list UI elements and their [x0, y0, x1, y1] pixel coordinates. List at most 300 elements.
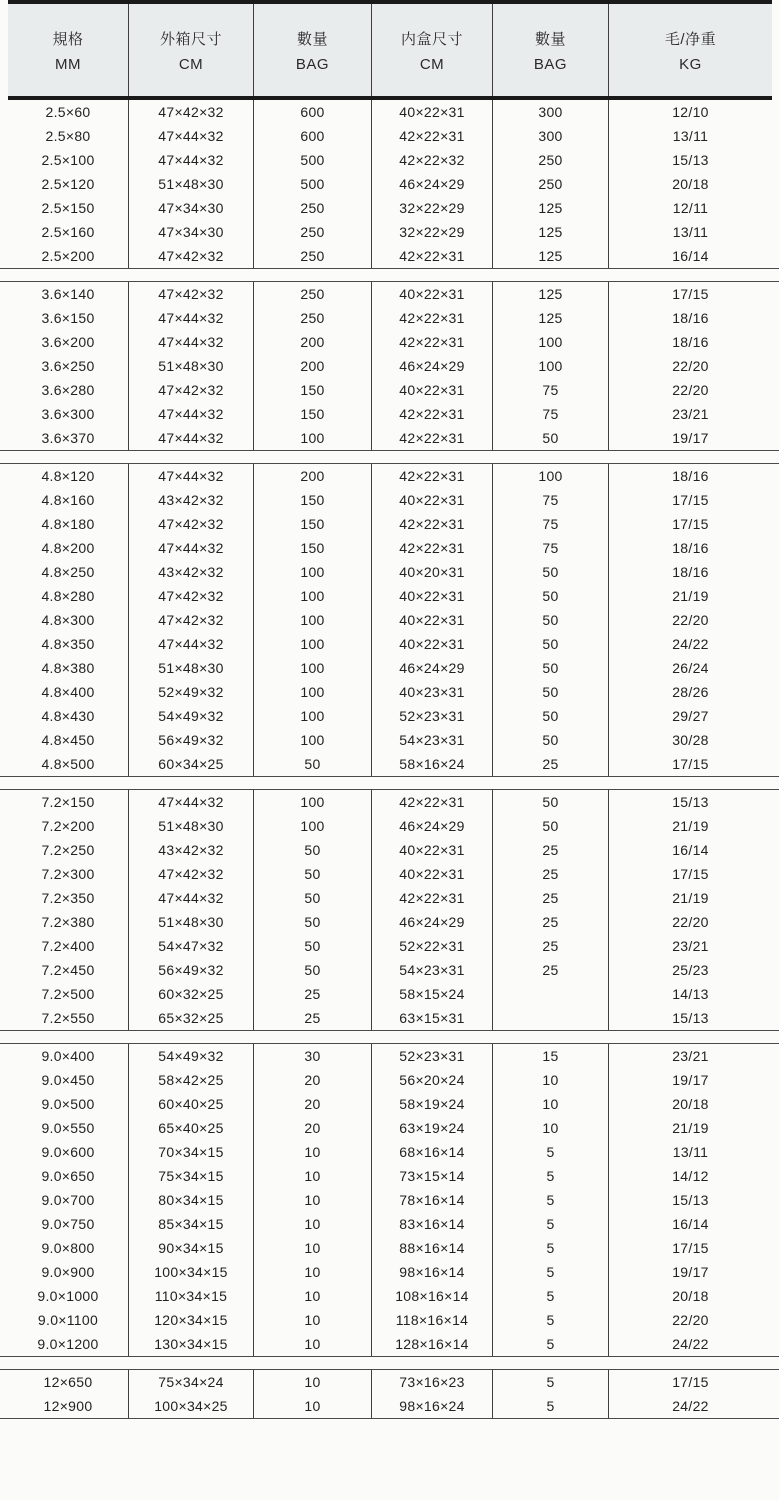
- inner-qty-cell: 125: [492, 306, 608, 330]
- inner-qty-cell: 5: [492, 1212, 608, 1236]
- weight-cell: 16/14: [608, 244, 772, 268]
- carton-qty-cell: 10: [253, 1164, 371, 1188]
- table-body: [0, 100, 779, 1419]
- carton-size-cell: 52×49×32: [128, 680, 253, 704]
- carton-size-cell: 43×42×32: [128, 560, 253, 584]
- inner-qty-cell: 5: [492, 1284, 608, 1308]
- spec-cell: 9.0×900: [41, 1264, 95, 1280]
- spec-cell: 7.2×380: [41, 914, 95, 930]
- spec-cell: 4.8×400: [41, 684, 95, 700]
- carton-qty-cell: 200: [253, 464, 371, 488]
- spec-cell: 4.8×430: [41, 708, 95, 724]
- table-row: [8, 282, 772, 306]
- spec-cell: 4.8×500: [41, 756, 95, 772]
- spec-cell: 4.8×300: [41, 612, 95, 628]
- spec-cell: 9.0×800: [41, 1240, 95, 1256]
- inner-box-size-cell: 42×22×31: [371, 426, 492, 450]
- weight-cell: 18/16: [608, 536, 772, 560]
- table-row: [8, 354, 772, 378]
- header-spec: [8, 4, 128, 96]
- table-section: [0, 281, 779, 451]
- spec-cell: 3.6×300: [41, 406, 95, 422]
- inner-qty-cell: 50: [492, 608, 608, 632]
- carton-size-cell: 58×42×25: [128, 1068, 253, 1092]
- table-row: [8, 958, 772, 982]
- carton-qty-cell: 200: [253, 330, 371, 354]
- table-row: [8, 728, 772, 752]
- carton-qty-cell: 100: [253, 728, 371, 752]
- table-row: [8, 910, 772, 934]
- inner-qty-cell: 10: [492, 1092, 608, 1116]
- spec-cell: 3.6×280: [41, 382, 95, 398]
- inner-box-size-cell: 98×16×24: [371, 1394, 492, 1418]
- carton-size-cell: 80×34×15: [128, 1188, 253, 1212]
- carton-qty-cell: 50: [253, 958, 371, 982]
- inner-box-size-cell: 98×16×14: [371, 1260, 492, 1284]
- inner-qty-cell: 5: [492, 1370, 608, 1394]
- spec-cell: 7.2×450: [41, 962, 95, 978]
- spec-cell: 2.5×80: [45, 128, 91, 144]
- carton-qty-cell: 10: [253, 1260, 371, 1284]
- carton-qty-cell: 50: [253, 886, 371, 910]
- table-row: [8, 330, 772, 354]
- table-row: [8, 632, 772, 656]
- carton-qty-cell: 25: [253, 1006, 371, 1030]
- weight-cell: 17/15: [608, 1236, 772, 1260]
- inner-qty-cell: 75: [492, 536, 608, 560]
- inner-qty-cell: 25: [492, 838, 608, 862]
- inner-qty-cell: [492, 1006, 608, 1030]
- table-section: [0, 100, 779, 269]
- inner-box-size-cell: 40×22×31: [371, 608, 492, 632]
- inner-box-size-cell: 83×16×14: [371, 1212, 492, 1236]
- inner-box-size-cell: 54×23×31: [371, 958, 492, 982]
- carton-qty-cell: 25: [253, 982, 371, 1006]
- table-row: [8, 124, 772, 148]
- table-row: [8, 1370, 772, 1394]
- table-row: [8, 1164, 772, 1188]
- carton-size-cell: 47×44×32: [128, 402, 253, 426]
- header-carton-qty: [253, 4, 371, 96]
- inner-box-size-cell: 58×16×24: [371, 752, 492, 776]
- header-gross-net-weight-label: 毛/净重: [664, 30, 717, 48]
- spec-cell: 3.6×370: [41, 430, 95, 446]
- carton-size-cell: 100×34×25: [128, 1394, 253, 1418]
- carton-size-cell: 75×34×15: [128, 1164, 253, 1188]
- carton-qty-cell: 100: [253, 584, 371, 608]
- carton-qty-cell: 250: [253, 196, 371, 220]
- carton-qty-cell: 10: [253, 1332, 371, 1356]
- spec-cell: 3.6×150: [41, 310, 95, 326]
- inner-qty-cell: 300: [492, 124, 608, 148]
- inner-qty-cell: 5: [492, 1260, 608, 1284]
- weight-cell: 26/24: [608, 656, 772, 680]
- carton-size-cell: 43×42×32: [128, 838, 253, 862]
- spec-cell: 4.8×160: [41, 492, 95, 508]
- weight-cell: 13/11: [608, 220, 772, 244]
- inner-qty-cell: 5: [492, 1236, 608, 1260]
- weight-cell: 17/15: [608, 1370, 772, 1394]
- table-row: [8, 886, 772, 910]
- carton-size-cell: 47×44×32: [128, 464, 253, 488]
- spec-cell: 9.0×400: [41, 1048, 95, 1064]
- inner-box-size-cell: 63×15×31: [371, 1006, 492, 1030]
- weight-cell: 18/16: [608, 560, 772, 584]
- inner-box-size-cell: 40×20×31: [371, 560, 492, 584]
- carton-qty-cell: 100: [253, 560, 371, 584]
- carton-qty-cell: 50: [253, 910, 371, 934]
- carton-size-cell: 110×34×15: [128, 1284, 253, 1308]
- weight-cell: 23/21: [608, 934, 772, 958]
- weight-cell: 22/20: [608, 354, 772, 378]
- spec-cell: 3.6×200: [41, 334, 95, 350]
- header-inner-box-size-unit: CM: [419, 55, 445, 73]
- weight-cell: 19/17: [608, 426, 772, 450]
- table-row: [8, 608, 772, 632]
- carton-size-cell: 47×42×32: [128, 862, 253, 886]
- weight-cell: 15/13: [608, 148, 772, 172]
- carton-size-cell: 51×48×30: [128, 354, 253, 378]
- header-spec-label: 規格: [52, 30, 84, 48]
- inner-qty-cell: 25: [492, 886, 608, 910]
- inner-box-size-cell: 40×22×31: [371, 632, 492, 656]
- inner-box-size-cell: 42×22×31: [371, 512, 492, 536]
- carton-qty-cell: 50: [253, 934, 371, 958]
- inner-qty-cell: 100: [492, 330, 608, 354]
- spec-cell: 7.2×350: [41, 890, 95, 906]
- inner-qty-cell: 250: [492, 148, 608, 172]
- weight-cell: 17/15: [608, 488, 772, 512]
- spec-cell: 9.0×500: [41, 1096, 95, 1112]
- inner-box-size-cell: 42×22×31: [371, 330, 492, 354]
- inner-box-size-cell: 128×16×14: [371, 1332, 492, 1356]
- table-header: [8, 0, 772, 100]
- table-row: [8, 1212, 772, 1236]
- carton-size-cell: 130×34×15: [128, 1332, 253, 1356]
- table-row: [8, 378, 772, 402]
- inner-box-size-cell: 42×22×31: [371, 536, 492, 560]
- carton-size-cell: 70×34×15: [128, 1140, 253, 1164]
- table-row: [8, 426, 772, 450]
- table-row: [8, 790, 772, 814]
- inner-box-size-cell: 52×23×31: [371, 704, 492, 728]
- table-row: [8, 1394, 772, 1418]
- carton-qty-cell: 100: [253, 704, 371, 728]
- carton-size-cell: 47×42×32: [128, 100, 253, 124]
- table-row: [8, 244, 772, 268]
- inner-qty-cell: 5: [492, 1308, 608, 1332]
- carton-qty-cell: 150: [253, 536, 371, 560]
- carton-size-cell: 47×42×32: [128, 512, 253, 536]
- inner-box-size-cell: 63×19×24: [371, 1116, 492, 1140]
- carton-size-cell: 47×42×32: [128, 608, 253, 632]
- carton-qty-cell: 200: [253, 354, 371, 378]
- carton-size-cell: 60×32×25: [128, 982, 253, 1006]
- carton-size-cell: 47×44×32: [128, 790, 253, 814]
- spec-cell: 9.0×600: [41, 1144, 95, 1160]
- inner-qty-cell: 25: [492, 752, 608, 776]
- carton-qty-cell: 50: [253, 862, 371, 886]
- inner-box-size-cell: 78×16×14: [371, 1188, 492, 1212]
- spec-cell: 7.2×550: [41, 1010, 95, 1026]
- inner-box-size-cell: 40×22×31: [371, 378, 492, 402]
- spec-cell: 12×650: [43, 1374, 93, 1390]
- weight-cell: 20/18: [608, 1284, 772, 1308]
- carton-qty-cell: 100: [253, 632, 371, 656]
- spec-cell: 7.2×300: [41, 866, 95, 882]
- carton-size-cell: 43×42×32: [128, 488, 253, 512]
- weight-cell: 17/15: [608, 282, 772, 306]
- carton-qty-cell: 20: [253, 1092, 371, 1116]
- table-row: [8, 1068, 772, 1092]
- spec-cell: 7.2×250: [41, 842, 95, 858]
- inner-qty-cell: 125: [492, 244, 608, 268]
- header-inner-qty-label: 數量: [534, 30, 566, 48]
- table-row: [8, 814, 772, 838]
- carton-qty-cell: 10: [253, 1284, 371, 1308]
- carton-qty-cell: 600: [253, 124, 371, 148]
- table-row: [8, 1188, 772, 1212]
- inner-qty-cell: 10: [492, 1116, 608, 1140]
- header-carton-size-unit: CM: [178, 55, 204, 73]
- table-row: [8, 560, 772, 584]
- carton-qty-cell: 150: [253, 402, 371, 426]
- spec-cell: 2.5×150: [41, 200, 95, 216]
- table-row: [8, 1284, 772, 1308]
- inner-box-size-cell: 73×16×23: [371, 1370, 492, 1394]
- carton-size-cell: 47×44×32: [128, 306, 253, 330]
- table-row: [8, 488, 772, 512]
- header-gross-net-weight: [608, 4, 772, 96]
- carton-size-cell: 60×34×25: [128, 752, 253, 776]
- carton-size-cell: 47×44×32: [128, 886, 253, 910]
- table-row: [8, 1116, 772, 1140]
- weight-cell: 19/17: [608, 1068, 772, 1092]
- inner-box-size-cell: 46×24×29: [371, 172, 492, 196]
- inner-qty-cell: 50: [492, 426, 608, 450]
- weight-cell: 28/26: [608, 680, 772, 704]
- carton-qty-cell: 600: [253, 100, 371, 124]
- table-section: [0, 1043, 779, 1357]
- inner-box-size-cell: 42×22×31: [371, 306, 492, 330]
- header-carton-size: [128, 4, 253, 96]
- carton-qty-cell: 100: [253, 426, 371, 450]
- carton-qty-cell: 100: [253, 680, 371, 704]
- inner-box-size-cell: 40×22×31: [371, 282, 492, 306]
- inner-box-size-cell: 46×24×29: [371, 814, 492, 838]
- carton-qty-cell: 20: [253, 1068, 371, 1092]
- inner-qty-cell: 125: [492, 220, 608, 244]
- weight-cell: 24/22: [608, 1394, 772, 1418]
- carton-qty-cell: 250: [253, 244, 371, 268]
- spec-cell: 7.2×200: [41, 818, 95, 834]
- table-row: [8, 306, 772, 330]
- spec-cell: 2.5×200: [41, 248, 95, 264]
- inner-qty-cell: 75: [492, 512, 608, 536]
- inner-qty-cell: 25: [492, 934, 608, 958]
- carton-qty-cell: 100: [253, 656, 371, 680]
- carton-qty-cell: 10: [253, 1308, 371, 1332]
- carton-size-cell: 120×34×15: [128, 1308, 253, 1332]
- table-row: [8, 1236, 772, 1260]
- inner-box-size-cell: 42×22×31: [371, 790, 492, 814]
- weight-cell: 14/13: [608, 982, 772, 1006]
- table-row: [8, 1308, 772, 1332]
- carton-size-cell: 47×42×32: [128, 584, 253, 608]
- carton-size-cell: 51×48×30: [128, 172, 253, 196]
- inner-qty-cell: 15: [492, 1044, 608, 1068]
- weight-cell: 20/18: [608, 172, 772, 196]
- carton-size-cell: 60×40×25: [128, 1092, 253, 1116]
- inner-qty-cell: 50: [492, 560, 608, 584]
- inner-qty-cell: 5: [492, 1188, 608, 1212]
- carton-size-cell: 51×48×30: [128, 656, 253, 680]
- header-inner-qty: [492, 4, 608, 96]
- spec-cell: 4.8×280: [41, 588, 95, 604]
- spec-cell: 9.0×1100: [37, 1312, 99, 1328]
- weight-cell: 18/16: [608, 330, 772, 354]
- inner-box-size-cell: 52×23×31: [371, 1044, 492, 1068]
- carton-qty-cell: 10: [253, 1370, 371, 1394]
- carton-size-cell: 47×42×32: [128, 378, 253, 402]
- inner-qty-cell: 50: [492, 790, 608, 814]
- inner-qty-cell: 50: [492, 814, 608, 838]
- inner-qty-cell: 5: [492, 1164, 608, 1188]
- inner-box-size-cell: 32×22×29: [371, 220, 492, 244]
- weight-cell: 21/19: [608, 584, 772, 608]
- inner-qty-cell: 50: [492, 704, 608, 728]
- carton-size-cell: 75×34×24: [128, 1370, 253, 1394]
- weight-cell: 23/21: [608, 402, 772, 426]
- weight-cell: 23/21: [608, 1044, 772, 1068]
- table-row: [8, 220, 772, 244]
- weight-cell: 22/20: [608, 378, 772, 402]
- inner-qty-cell: 5: [492, 1332, 608, 1356]
- carton-qty-cell: 250: [253, 282, 371, 306]
- carton-qty-cell: 500: [253, 172, 371, 196]
- table-row: [8, 656, 772, 680]
- table-row: [8, 752, 772, 776]
- weight-cell: 14/12: [608, 1164, 772, 1188]
- weight-cell: 18/16: [608, 306, 772, 330]
- inner-box-size-cell: 40×22×31: [371, 584, 492, 608]
- carton-qty-cell: 150: [253, 512, 371, 536]
- inner-qty-cell: 50: [492, 656, 608, 680]
- carton-qty-cell: 100: [253, 790, 371, 814]
- carton-qty-cell: 250: [253, 220, 371, 244]
- carton-size-cell: 47×34×30: [128, 196, 253, 220]
- inner-box-size-cell: 108×16×14: [371, 1284, 492, 1308]
- weight-cell: 29/27: [608, 704, 772, 728]
- weight-cell: 12/11: [608, 196, 772, 220]
- inner-box-size-cell: 58×19×24: [371, 1092, 492, 1116]
- carton-size-cell: 85×34×15: [128, 1212, 253, 1236]
- table-row: [8, 512, 772, 536]
- spec-cell: 9.0×700: [41, 1192, 95, 1208]
- header-carton-qty-unit: BAG: [295, 55, 330, 73]
- spec-cell: 9.0×450: [41, 1072, 95, 1088]
- weight-cell: 13/11: [608, 1140, 772, 1164]
- carton-size-cell: 47×44×32: [128, 536, 253, 560]
- spec-cell: 4.8×350: [41, 636, 95, 652]
- inner-qty-cell: 25: [492, 958, 608, 982]
- table-row: [8, 862, 772, 886]
- weight-cell: 21/19: [608, 1116, 772, 1140]
- carton-qty-cell: 20: [253, 1116, 371, 1140]
- table-row: [8, 196, 772, 220]
- table-row: [8, 1140, 772, 1164]
- carton-size-cell: 47×42×32: [128, 244, 253, 268]
- inner-box-size-cell: 40×22×31: [371, 488, 492, 512]
- spec-cell: 4.8×450: [41, 732, 95, 748]
- weight-cell: 22/20: [608, 1308, 772, 1332]
- inner-qty-cell: 75: [492, 488, 608, 512]
- carton-qty-cell: 150: [253, 378, 371, 402]
- inner-qty-cell: 25: [492, 862, 608, 886]
- carton-size-cell: 47×34×30: [128, 220, 253, 244]
- table-row: [8, 1260, 772, 1284]
- spec-cell: 2.5×160: [41, 224, 95, 240]
- table-row: [8, 148, 772, 172]
- inner-qty-cell: 5: [492, 1394, 608, 1418]
- header-inner-qty-unit: BAG: [533, 55, 568, 73]
- spec-cell: 2.5×60: [45, 104, 91, 120]
- inner-qty-cell: 125: [492, 196, 608, 220]
- header-gross-net-weight-unit: KG: [679, 55, 702, 73]
- header-carton-qty-label: 數量: [296, 30, 328, 48]
- spec-cell: 9.0×1000: [37, 1288, 99, 1304]
- inner-box-size-cell: 40×22×31: [371, 862, 492, 886]
- spec-cell: 12×900: [43, 1398, 93, 1414]
- table-section: [0, 1369, 779, 1419]
- table-row: [8, 1006, 772, 1030]
- spec-cell: 4.8×180: [41, 516, 95, 532]
- inner-box-size-cell: 46×24×29: [371, 354, 492, 378]
- carton-qty-cell: 10: [253, 1236, 371, 1260]
- inner-box-size-cell: 58×15×24: [371, 982, 492, 1006]
- spec-cell: 7.2×500: [41, 986, 95, 1002]
- inner-box-size-cell: 118×16×14: [371, 1308, 492, 1332]
- header-carton-size-label: 外箱尺寸: [159, 30, 222, 48]
- weight-cell: 18/16: [608, 464, 772, 488]
- inner-qty-cell: 75: [492, 402, 608, 426]
- carton-qty-cell: 10: [253, 1394, 371, 1418]
- carton-size-cell: 47×44×32: [128, 330, 253, 354]
- weight-cell: 12/10: [608, 100, 772, 124]
- inner-box-size-cell: 52×22×31: [371, 934, 492, 958]
- inner-box-size-cell: 46×24×29: [371, 910, 492, 934]
- inner-qty-cell: 250: [492, 172, 608, 196]
- spec-cell: 2.5×100: [41, 152, 95, 168]
- carton-size-cell: 90×34×15: [128, 1236, 253, 1260]
- inner-qty-cell: 300: [492, 100, 608, 124]
- weight-cell: 21/19: [608, 814, 772, 838]
- spec-cell: 9.0×1200: [37, 1336, 99, 1352]
- carton-size-cell: 65×40×25: [128, 1116, 253, 1140]
- carton-size-cell: 65×32×25: [128, 1006, 253, 1030]
- table-row: [8, 680, 772, 704]
- weight-cell: 15/13: [608, 1006, 772, 1030]
- carton-qty-cell: 250: [253, 306, 371, 330]
- table-row: [8, 402, 772, 426]
- carton-qty-cell: 10: [253, 1188, 371, 1212]
- carton-size-cell: 47×44×32: [128, 124, 253, 148]
- carton-size-cell: 100×34×15: [128, 1260, 253, 1284]
- inner-qty-cell: 50: [492, 728, 608, 752]
- table-section: [0, 789, 779, 1031]
- table-row: [8, 100, 772, 124]
- weight-cell: 20/18: [608, 1092, 772, 1116]
